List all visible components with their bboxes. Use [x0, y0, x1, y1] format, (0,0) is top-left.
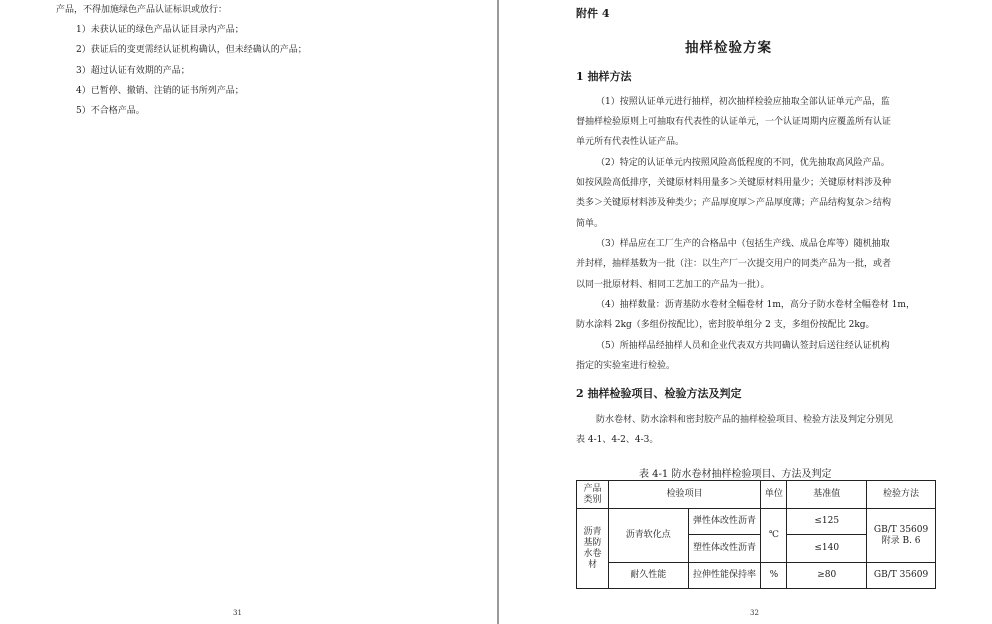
body-line: 防水涂料 2kg（多组份按配比），密封胶单组分 2 支，多组份按配比 2kg。	[576, 320, 875, 330]
body-line: （1）按照认证单元进行抽样，初次抽样检验应抽取全部认证单元产品，监	[596, 97, 890, 107]
body-line: （4）抽样数量：沥青基防水卷材全幅卷材 1m，高分子防水卷材全幅卷材 1m，	[596, 300, 915, 310]
cell-criterion: ≥80	[787, 563, 867, 589]
cell-subitem: 弹性体改性沥青	[688, 509, 761, 535]
header-item: 检验项目	[608, 481, 760, 509]
list-item: 3）超过认证有效期的产品；	[76, 66, 190, 76]
body-line: （5）所抽样品经抽样人员和企业代表双方共同确认签封后送往经认证机构	[596, 341, 890, 351]
page-number: 32	[750, 609, 759, 617]
section-heading: 2 抽样检验项目、检验方法及判定	[576, 387, 742, 400]
header-method: 检验方法	[867, 481, 936, 509]
method-line: 附录 B. 6	[881, 535, 921, 546]
body-line: 如按风险高低排序，关键原材料用量多＞关键原材料用量少；关键原材料涉及种	[576, 178, 892, 188]
body-line: （2）特定的认证单元内按照风险高低程度的不同，优先抽取高风险产品。	[596, 158, 890, 168]
body-line: 指定的实验室进行检验。	[576, 361, 676, 371]
method-line: GB/T 35609	[873, 524, 929, 535]
section-heading: 1 抽样方法	[576, 70, 632, 83]
intro-text: 产品，不得加施绿色产品认证标识或放行：	[56, 5, 228, 15]
body-line: 以同一批原材料、相同工艺加工的产品为一批）。	[576, 280, 770, 290]
header-criterion: 基准值	[787, 481, 867, 509]
list-item: 4）已暂停、撤销、注销的证书所列产品；	[76, 86, 244, 96]
cell-method	[867, 509, 936, 563]
table-caption: 表 4-1 防水卷材抽样检验项目、方法及判定	[639, 469, 832, 480]
inspection-table	[576, 480, 936, 589]
cell-unit: ℃	[761, 509, 787, 563]
cell-subitem: 拉伸性能保持率	[688, 563, 761, 589]
list-item: 1）未获认证的绿色产品认证目录内产品；	[76, 25, 244, 35]
table-row	[577, 509, 936, 535]
body-line: 表 4-1、4-2、4-3。	[576, 435, 659, 445]
table-row	[577, 563, 936, 589]
list-item: 5）不合格产品。	[76, 106, 145, 116]
page-title: 抽样检验方案	[685, 40, 772, 56]
cell-item: 耐久性能	[608, 563, 688, 589]
body-line: （3）样品应在工厂生产的合格品中（包括生产线、成品仓库等）随机抽取	[596, 239, 890, 249]
table-header-row	[577, 481, 936, 509]
cell-criterion: ≤140	[787, 535, 867, 563]
body-line: 单元所有代表性认证产品。	[576, 137, 685, 147]
header-category: 产品类别	[577, 481, 609, 509]
body-line: 并封样，抽样基数为一批（注：以生产厂一次提交用户的同类产品为一批，或者	[576, 259, 892, 269]
cell-subitem: 塑性体改性沥青	[688, 535, 761, 563]
page-number: 31	[233, 609, 242, 617]
cell-item: 沥青软化点	[608, 509, 688, 563]
cell-unit: %	[761, 563, 787, 589]
list-item: 2）获证后的变更需经认证机构确认，但未经确认的产品；	[76, 45, 307, 55]
cell-method: GB/T 35609	[867, 563, 936, 589]
cell-category: 沥青基防水卷材	[577, 509, 609, 589]
body-line: 类多＞关键原材料涉及种类少；产品厚度厚＞产品厚度薄；产品结构复杂＞结构	[576, 198, 892, 208]
body-line: 防水卷材、防水涂料和密封胶产品的抽样检验项目、检验方法及判定分别见	[596, 415, 894, 425]
appendix-label: 附件 4	[576, 7, 610, 20]
body-line: 简单。	[576, 219, 604, 229]
body-line: 督抽样检验原则上可抽取有代表性的认证单元，一个认证周期内应覆盖所有认证	[576, 117, 892, 127]
header-unit: 单位	[761, 481, 787, 509]
cell-criterion: ≤125	[787, 509, 867, 535]
